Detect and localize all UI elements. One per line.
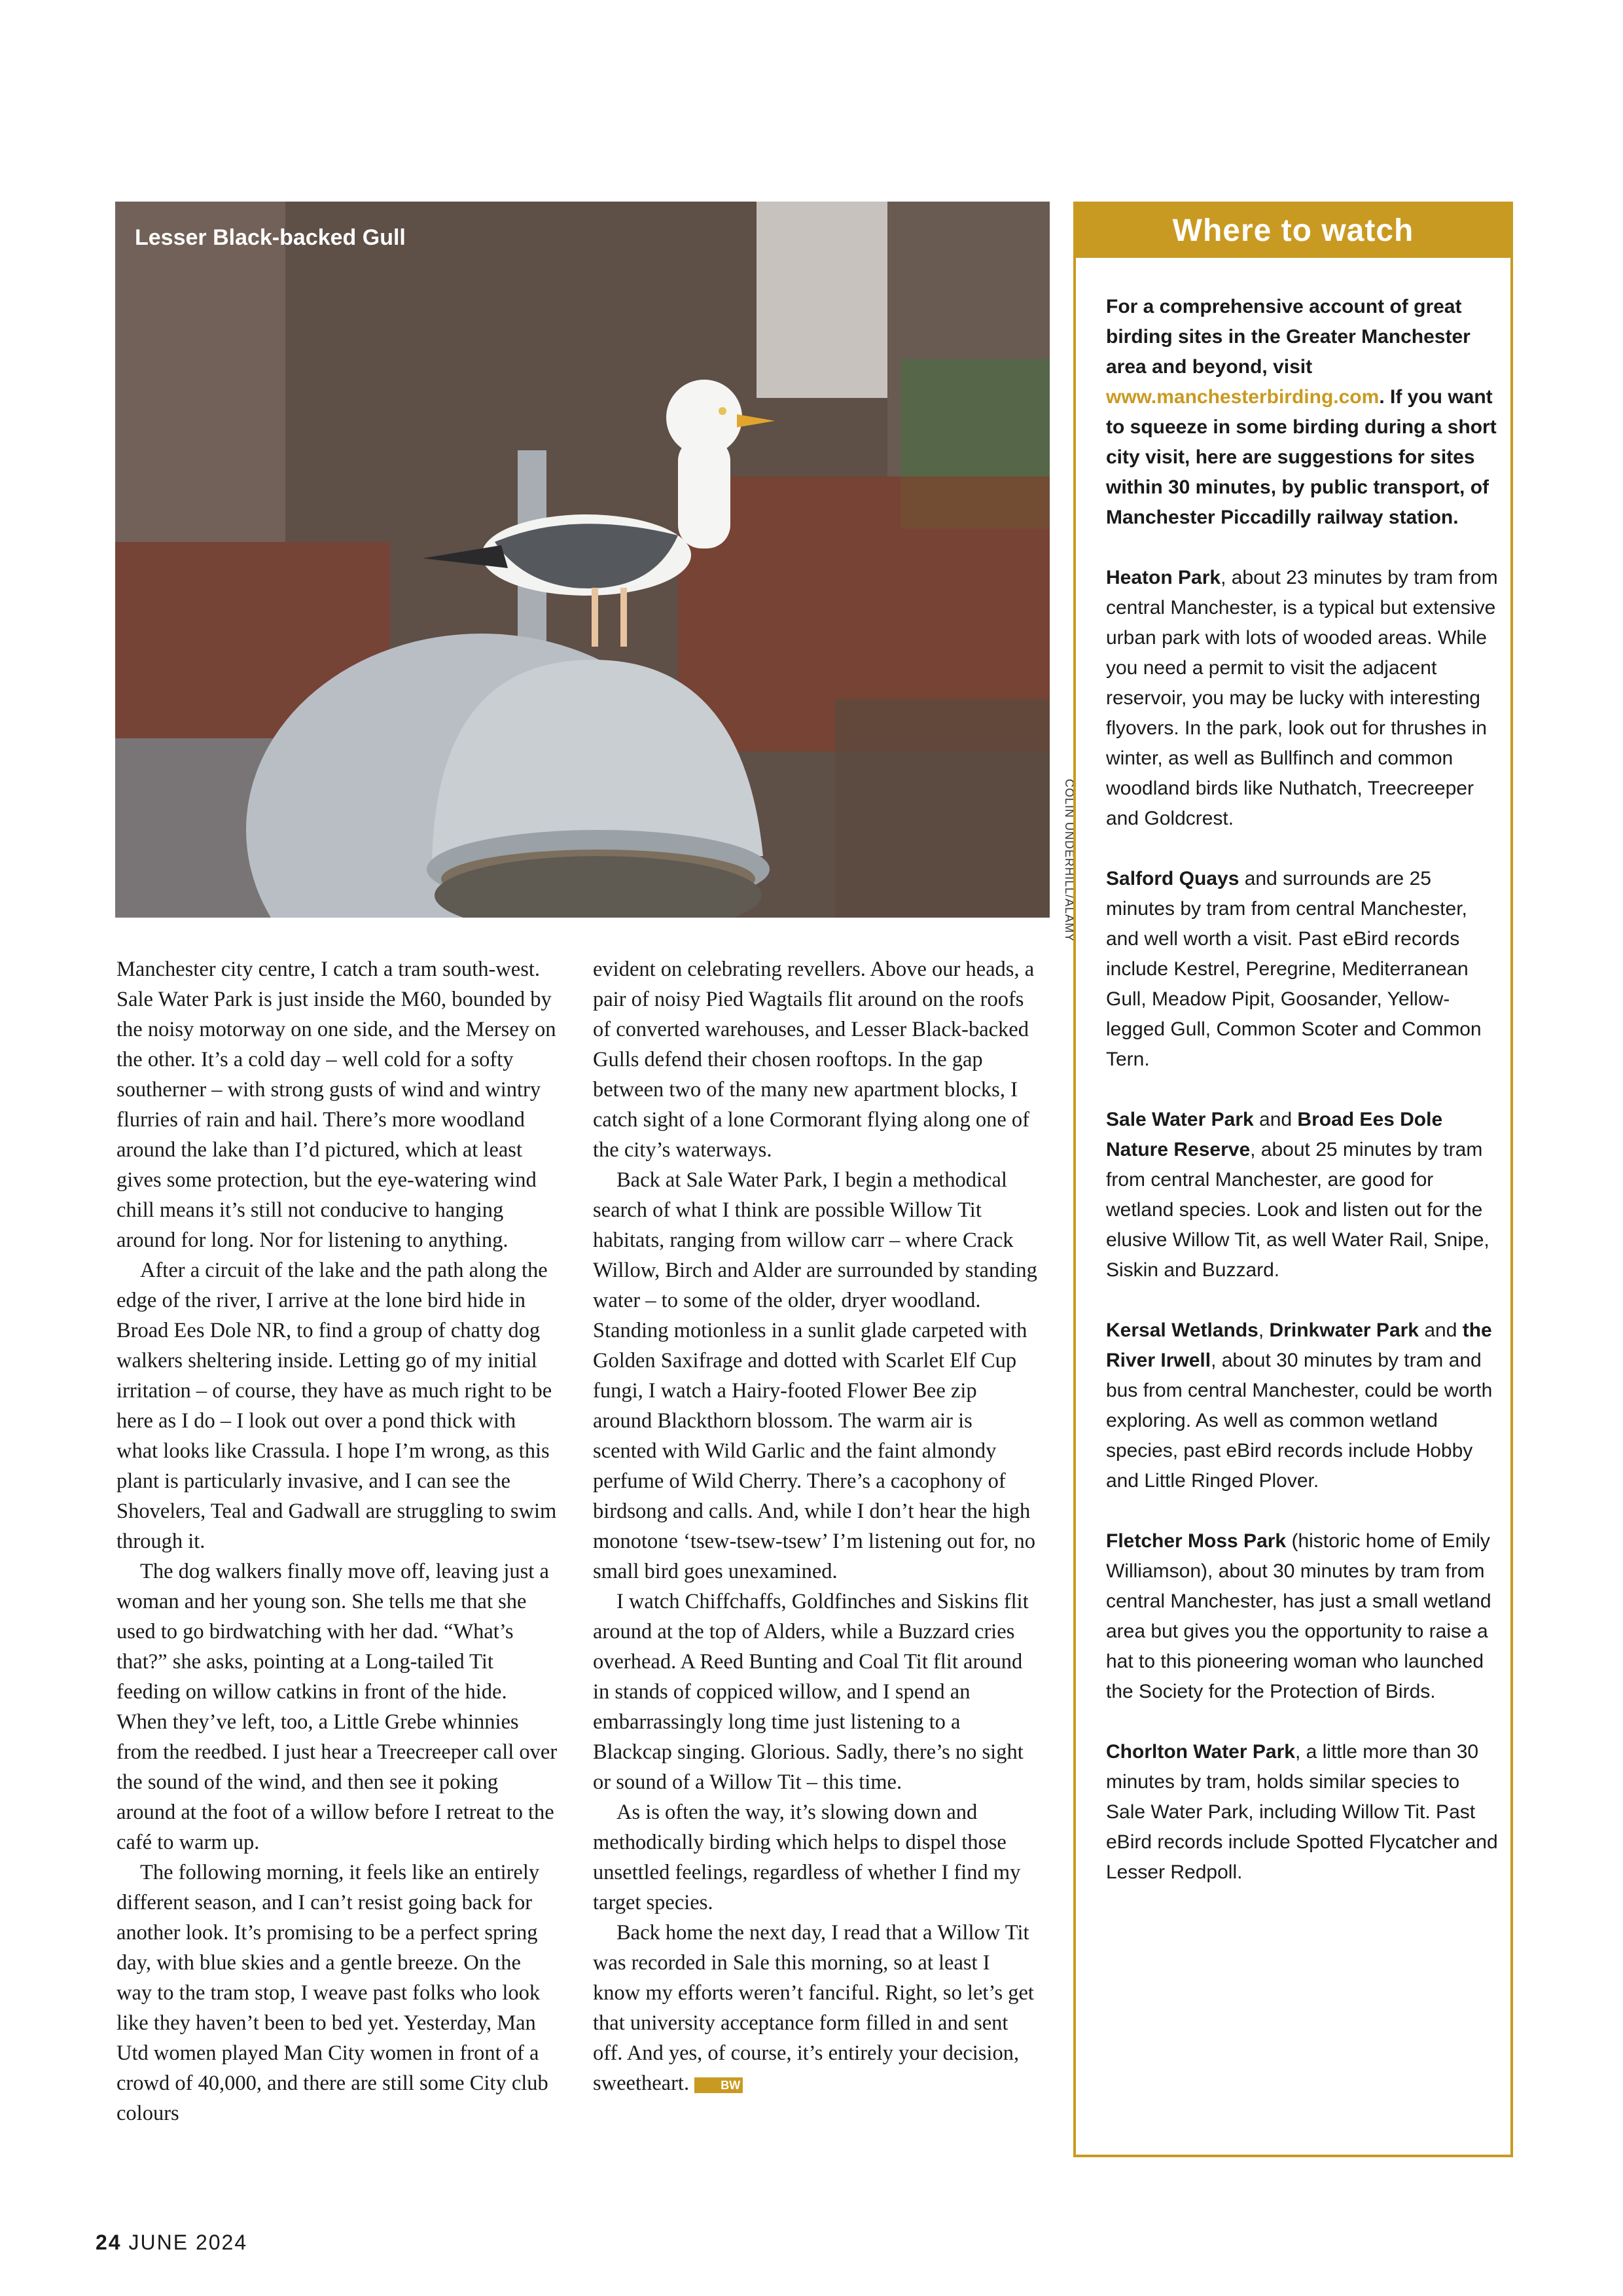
page-number: 24 xyxy=(96,2231,122,2254)
site-name: Sale Water Park xyxy=(1106,1109,1254,1130)
article-paragraph: The dog walkers finally move off, leaving just a woman and her young son. She tells me that she used to go birdwatching with her dad. “What’s that?” she asks, pointing at a Long-tailed Tit feeding on willow catkins in front of the hide. When they’ve left, too, a Little Grebe whinnies from the reedbed. I just hear a Treecreeper call over the sound of the wind, and then see it poking around at the foot of a willow before I retreat to the café to warm up. xyxy=(116,1560,558,1854)
site-sale-water-park xyxy=(1106,1105,1499,1285)
where-to-watch-box xyxy=(1073,202,1513,2157)
site-conjunction: and xyxy=(1253,1109,1298,1130)
site-name: Salford Quays xyxy=(1106,868,1240,889)
site-name: Kersal Wetlands xyxy=(1106,1319,1258,1341)
site-kersal-wetlands xyxy=(1106,1316,1499,1496)
article-paragraph: I watch Chiffchaffs, Goldfinches and Siskins flit around at the top of Alders, while a Buzzard cries overhead. A Reed Bunting and Coal Tit flit around in stands of coppiced willow, and I spend an embarrassingly long time just listening to a Blackcap singing. Glorious. Sadly, there’s no sight or sound of a Willow Tit – this time. xyxy=(593,1590,1029,1794)
site-description: and surrounds are 25 minutes by tram from central Manchester, and well worth a visit. Past eBird records include Kestrel, Peregrine, Mediterranean Gull, Meadow Pipit, Goosander, Yellow-legged Gull, Common Scoter and Common Tern. xyxy=(1106,868,1482,1070)
article-paragraph: After a circuit of the lake and the path along the edge of the river, I arrive at the lone bird hide in Broad Ees Dole NR, to find a group of chatty dog walkers sheltering inside. Letting go of my initial irritation – of course, they have as much right to be here as I do – I look out over a pond thick with what looks like Crassula. I hope I’m wrong, as this plant is particularly invasive, and I can see the Shovelers, Teal and Gadwall are struggling to swim through it. xyxy=(116,1259,557,1553)
site-name: Drinkwater Park xyxy=(1269,1319,1419,1341)
site-separator: , xyxy=(1258,1319,1270,1341)
gull-photo-illustration xyxy=(115,202,1050,918)
end-mark: BW xyxy=(694,2077,743,2093)
site-heaton-park xyxy=(1106,563,1499,834)
intro-text: For a comprehensive account of great birding sites in the Greater Manchester area and beyond, visit xyxy=(1106,296,1471,378)
sidebar-content xyxy=(1106,292,1499,1918)
article-paragraph: The following morning, it feels like an entirely different season, and I can’t resist going back for another look. It’s promising to be a perfect spring day, with blue skies and a gentle breeze. On the way to the tram stop, I weave past folks who look like they haven’t been to bed yet. Yesterday, Man Utd women played Man City women in front of a crowd of 40,000, and there are still some City club colours xyxy=(116,1861,548,2125)
site-name: Broad Ees Dole Nature Reserve xyxy=(1106,1109,1443,1160)
site-description: , about 23 minutes by tram from central Manchester, is a typical but extensive urban park with lots of wooded areas. While you need a permit to visit the adjacent reservoir, you may be lucky with interesting flyovers. In the park, look out for thrushes in winter, as well as Bullfinch and common woodland birds like Nuthatch, Treecreeper and Goldcrest. xyxy=(1106,567,1498,829)
article-column-2 xyxy=(593,954,1038,2098)
site-salford-quays xyxy=(1106,864,1499,1075)
photo-credit-text: COLIN UNDERHILL/ALAMY xyxy=(1063,779,1076,942)
article-paragraph: evident on celebrating revellers. Above our heads, a pair of noisy Pied Wagtails flit around on the roofs of converted warehouses, and Lesser Black-backed Gulls defend their chosen rooftops. In the gap between two of the many new apartment blocks, I catch sight of a lone Cormorant flying along one of the city’s waterways. xyxy=(593,958,1035,1162)
site-description: , a little more than 30 minutes by tram, holds similar species to Sale Water Park, including Willow Tit. Past eBird records include Spotted Flycatcher and Lesser Redpoll. xyxy=(1106,1741,1498,1883)
sidebar-title: Where to watch xyxy=(1076,204,1510,258)
site-conjunction: and xyxy=(1419,1319,1463,1341)
gull-photo xyxy=(115,202,1050,918)
article-paragraph-final xyxy=(593,1918,1038,2098)
site-name: Chorlton Water Park xyxy=(1106,1741,1295,1763)
article-final-text: Back home the next day, I read that a Willow Tit was recorded in Sale this morning, so at least I know my efforts weren’t fanciful. Right, so let’s get that university acceptance form filled in and sent off. And yes, of course, it’s entirely your decision, sweetheart. xyxy=(593,1921,1034,2095)
sidebar-intro xyxy=(1106,292,1499,533)
site-description: , about 25 minutes by tram from central Manchester, are good for wetland species. Look and listen out for the elusive Willow Tit, as well Water Rail, Snipe, Siskin and Buzzard. xyxy=(1106,1139,1489,1281)
article-paragraph: Back at Sale Water Park, I begin a methodical search of what I think are possible Willow Tit habitats, ranging from willow carr – where Crack Willow, Birch and Alder are surrounded by standing water – to some of the older, dryer woodland. Standing motionless in a sunlit glade carpeted with Golden Saxifrage and dotted with Scarlet Elf Cup fungi, I watch a Hairy-footed Flower Bee zip around Blackthorn blossom. The warm air is scented with Wild Garlic and the faint almondy perfume of Wild Cherry. There’s a cacophony of birdsong and calls. And, while I don’t hear the high monotone ‘tsew-tsew-tsew’ I’m listening out for, no small bird goes unexamined. xyxy=(593,1168,1037,1583)
article-paragraph: As is often the way, it’s slowing down and methodically birding which helps to dispel those unsettled feelings, regardless of whether I find my target species. xyxy=(593,1801,1021,1914)
page-folio xyxy=(96,2231,247,2255)
site-fletcher-moss-park xyxy=(1106,1526,1499,1707)
issue-date: JUNE 2024 xyxy=(128,2231,248,2254)
intro-text-2: . If you want to squeeze in some birding during a short city visit, here are suggestions for sites within 30 minutes, by public transport, of Manchester Piccadilly railway station. xyxy=(1106,386,1497,528)
site-description: (historic home of Emily Williamson), about 30 minutes by tram from central Manchester, has just a small wetland area but gives you the opportunity to raise a hat to this pioneering woman who launched the Society for the Protection of Birds. xyxy=(1106,1530,1491,1702)
manchester-birding-link[interactable]: www.manchesterbirding.com xyxy=(1106,386,1380,408)
site-chorlton-water-park xyxy=(1106,1737,1499,1888)
site-description: , about 30 minutes by tram and bus from central Manchester, could be worth exploring. As well as common wetland species, past eBird records include Hobby and Little Ringed Plover. xyxy=(1106,1350,1493,1492)
photo-caption: Lesser Black-backed Gull xyxy=(135,225,406,250)
site-name: Fletcher Moss Park xyxy=(1106,1530,1287,1552)
article-paragraph: Manchester city centre, I catch a tram south-west. Sale Water Park is just inside the M60, bounded by the noisy motorway on one side, and the Mersey on the other. It’s a cold day – well cold for a softy southerner – with strong gusts of wind and wintry flurries of rain and hail. There’s more woodland around the lake than I’d pictured, which at least gives some protection, but the eye-watering wind chill means it’s still not conducive to hanging around for long. Nor for listening to anything. xyxy=(116,958,556,1252)
article-column-1 xyxy=(116,954,562,2128)
site-name: Heaton Park xyxy=(1106,567,1221,588)
site-name: the River Irwell xyxy=(1106,1319,1492,1371)
